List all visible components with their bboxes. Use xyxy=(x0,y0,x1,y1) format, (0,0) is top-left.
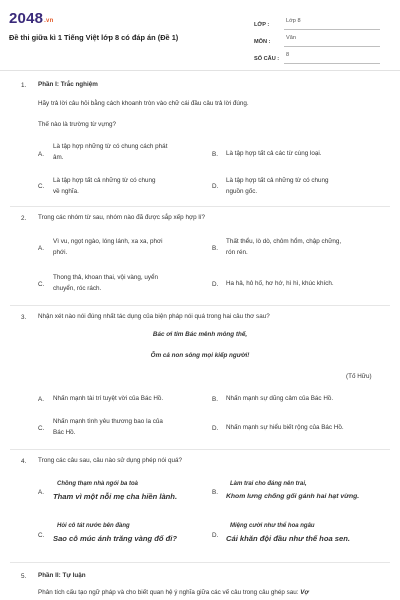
option-b[interactable]: Nhấn mạnh sự dũng cảm của Bác Hồ. xyxy=(226,395,334,402)
option-letter-b[interactable]: B. xyxy=(212,396,218,403)
section-divider xyxy=(10,562,390,563)
meta-label: SỐ CÂU : xyxy=(254,56,280,62)
option-letter-a[interactable]: A. xyxy=(38,396,44,403)
option-letter-d[interactable]: D. xyxy=(212,532,219,539)
meta-row-class xyxy=(254,13,380,30)
question-number: 1. xyxy=(21,82,27,89)
poem-line: Bác ơi tim Bác mênh mông thế, xyxy=(152,331,248,338)
question-number: 2. xyxy=(21,215,27,222)
option-a[interactable]: Nhấn mạnh tài trí tuyệt vời của Bác Hồ. xyxy=(53,395,164,402)
question-text: Trong các câu sau, câu nào sử dụng phép nói quá? xyxy=(38,457,183,464)
option-letter-b[interactable]: B. xyxy=(212,245,218,252)
poem-line: Ôm cả non sông mọi kiếp người! xyxy=(150,352,250,359)
section-title: Phần I: Trắc nghiệm xyxy=(38,81,98,88)
option-letter-c[interactable]: C. xyxy=(38,425,45,432)
option-letter-b[interactable]: B. xyxy=(212,151,218,158)
option-c[interactable]: Thong thả, khoan thai, vội vàng, uyển chuyển, róc rách. xyxy=(53,274,159,292)
header-divider xyxy=(0,70,400,71)
meta-panel xyxy=(254,13,380,64)
option-b[interactable]: Làm trai cho đáng nên trai, Khom lưng chống gối gánh hai hạt vừng. xyxy=(226,481,360,500)
option-letter-c[interactable]: C. xyxy=(38,183,45,190)
poem-author: (Tố Hữu) xyxy=(346,373,372,380)
question-text: Trong các nhóm từ sau, nhóm nào đã được sắp xếp hợp lí? xyxy=(38,214,205,221)
meta-value: Lớp 8 xyxy=(284,18,380,30)
option-c[interactable]: Hỏi cô tát nước bên đàng Sao cô múc ánh trăng vàng đổ đi? xyxy=(53,523,178,543)
question-number: 3. xyxy=(21,314,27,321)
option-letter-a[interactable]: A. xyxy=(38,489,44,496)
meta-value: Văn xyxy=(284,35,380,47)
header xyxy=(0,0,400,68)
section-divider xyxy=(10,206,390,207)
option-b[interactable]: Thất thểu, lò dò, chôm hổm, chập chững, rón rén. xyxy=(226,238,342,256)
option-c[interactable]: Nhấn mạnh tình yêu thương bao la của Bác Hồ. xyxy=(53,418,163,436)
option-c[interactable]: Là tập hợp tất cả những từ có chung về nghĩa. xyxy=(53,177,156,195)
option-letter-b[interactable]: B. xyxy=(212,489,218,496)
option-d[interactable]: Miệng cười như thể hoa ngâu Cái khăn đội đầu như thể hoa sen. xyxy=(226,523,350,543)
question-text: Nhận xét nào nói đúng nhất tác dụng của biện pháp nói quá trong hai câu thơ sau? xyxy=(38,313,270,320)
question-number: 5. xyxy=(21,573,27,580)
question-text: Thế nào là trường từ vựng? xyxy=(38,121,117,128)
option-a[interactable]: Là tập hợp những từ có chung cách phát âm. xyxy=(53,143,168,161)
option-letter-c[interactable]: C. xyxy=(38,281,45,288)
meta-value: 8 xyxy=(284,52,380,64)
option-a[interactable]: Vì vu, ngọt ngào, lóng lánh, xa xa, phơi phới. xyxy=(53,238,163,256)
meta-row-subject xyxy=(254,30,380,47)
option-letter-a[interactable]: A. xyxy=(38,151,44,158)
option-d[interactable]: Nhấn mạnh sự hiểu biết rộng của Bác Hồ. xyxy=(226,424,344,431)
essay-prompt: Phân tích cấu tạo ngữ pháp và cho biết quan hệ ý nghĩa giữa các vế câu trong câu ghép sau: Vợ xyxy=(38,589,309,596)
document-title: Đề thi giữa kì 1 Tiếng Việt lớp 8 có đáp án (Đề 1) xyxy=(9,33,179,42)
option-letter-d[interactable]: D. xyxy=(212,281,219,288)
question-number: 4. xyxy=(21,458,27,465)
option-a[interactable]: Chồng thạm nhà ngói ba toà Tham vì một nỗi mẹ cha hiền lành. xyxy=(53,481,178,501)
instruction-text: Hãy trả lời câu hỏi bằng cách khoanh tròn vào chữ cái đầu câu trả lời đúng. xyxy=(38,100,249,107)
section-divider xyxy=(10,449,390,450)
option-b[interactable]: Là tập hợp tất cả các từ cùng loại. xyxy=(226,150,322,157)
meta-label: MÔN : xyxy=(254,39,271,45)
option-letter-a[interactable]: A. xyxy=(38,245,44,252)
option-letter-d[interactable]: D. xyxy=(212,425,219,432)
section-title: Phần II: Tự luận xyxy=(38,572,86,579)
option-d[interactable]: Ha hả, hô hố, hơ hớ, hì hì, khúc khích. xyxy=(226,280,334,287)
site-logo[interactable]: 2048.vn xyxy=(9,10,54,27)
option-d[interactable]: Là tập hợp tất cả những từ có chung nguồn gốc. xyxy=(226,177,329,195)
meta-row-count xyxy=(254,47,380,64)
meta-label: LỚP : xyxy=(254,22,270,28)
section-divider xyxy=(10,305,390,306)
option-letter-d[interactable]: D. xyxy=(212,183,219,190)
option-letter-c[interactable]: C. xyxy=(38,532,45,539)
